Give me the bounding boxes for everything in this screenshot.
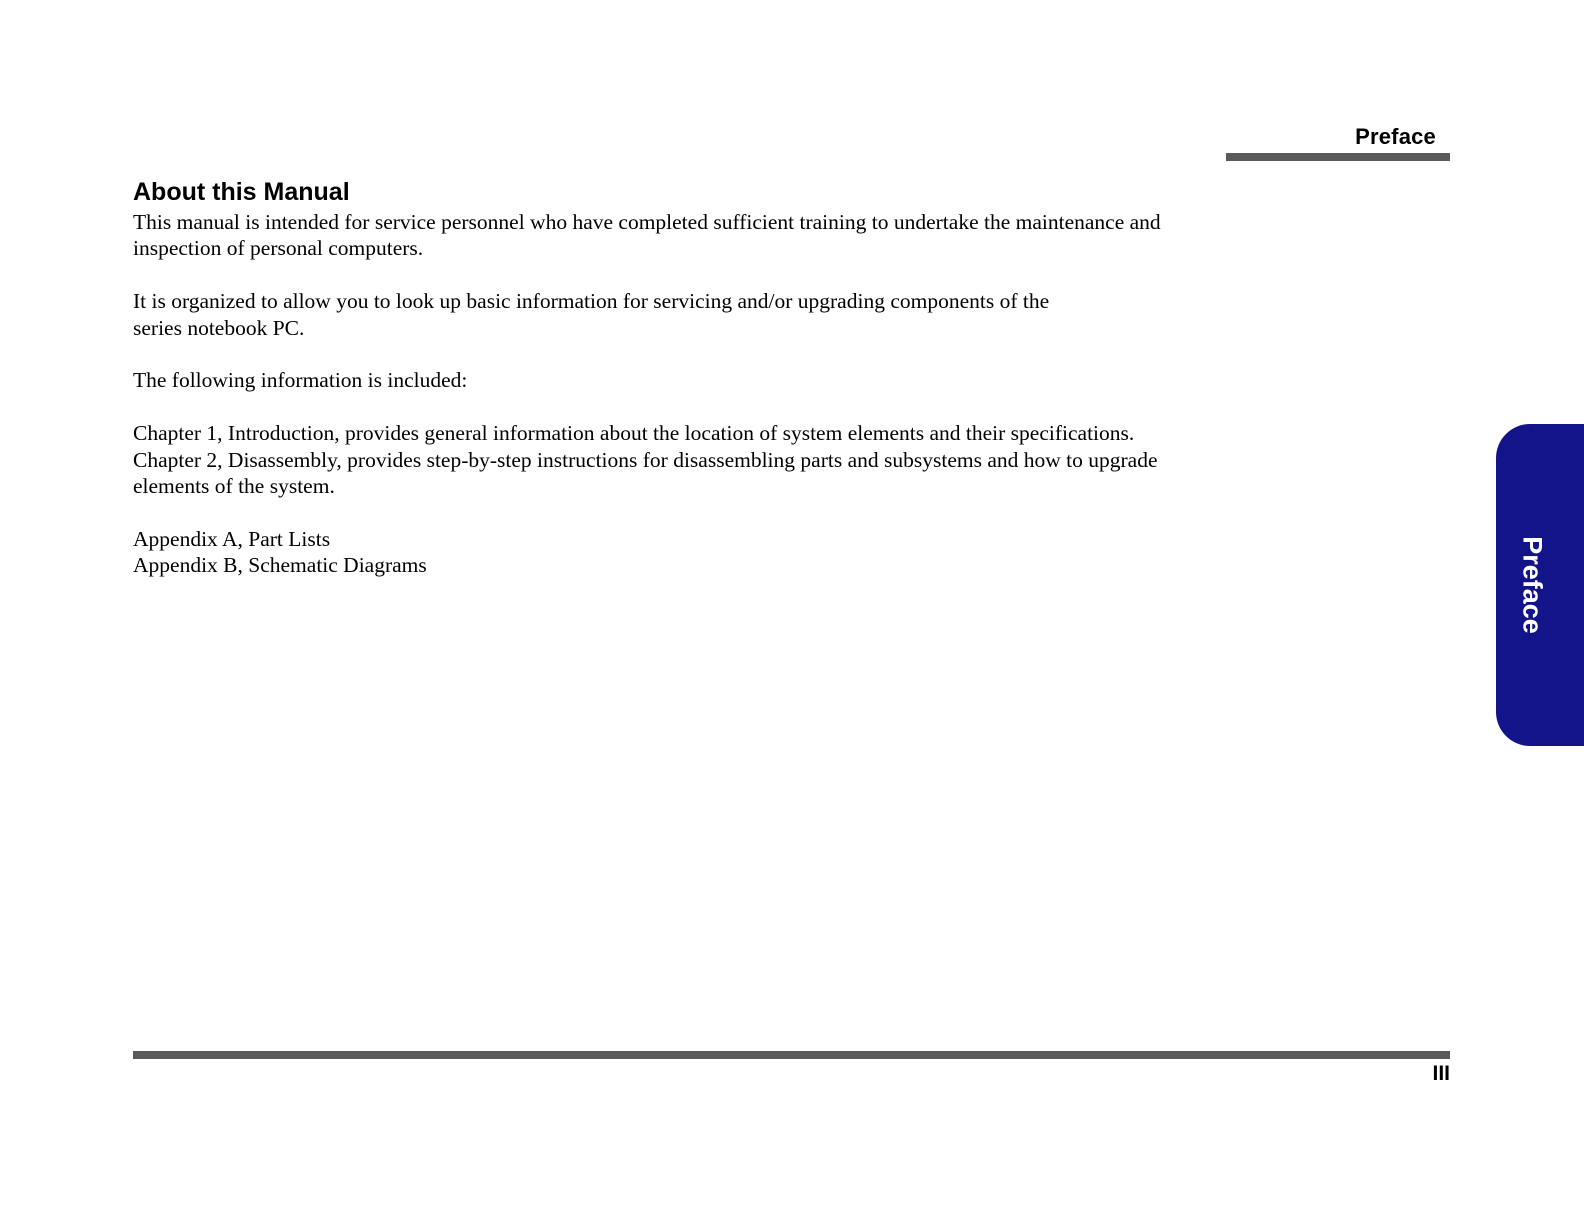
- paragraph-line: The following information is included:: [133, 368, 468, 393]
- page-number: III: [1432, 1062, 1450, 1085]
- section-side-tab-label: Preface: [1517, 536, 1548, 634]
- footer-rule: [133, 1051, 1450, 1059]
- paragraph-included-intro: [133, 367, 1223, 393]
- main-content: [133, 176, 1223, 579]
- page-title: About this Manual: [133, 178, 350, 206]
- paragraph-organization: [133, 288, 1223, 341]
- paragraph-appendices: [133, 526, 1223, 579]
- chapter-2-entry: Chapter 2, Disassembly, provides step-by-step instructions for disassembling parts and subsystems and how to upgrade: [133, 447, 1158, 472]
- paragraph-line: This manual is intended for service personnel who have completed sufficient training to undertake the maintenance and: [133, 210, 1161, 234]
- appendix-b-entry: Appendix B, Schematic Diagrams: [133, 553, 427, 578]
- paragraph-line: inspection of personal computers.: [133, 236, 424, 261]
- appendix-a-entry: Appendix A, Part Lists: [133, 526, 331, 551]
- paragraph-line: series notebook PC.: [133, 315, 305, 340]
- header-rule: [1226, 153, 1450, 161]
- chapter-2-entry-continued: elements of the system.: [133, 474, 335, 499]
- running-header-section-label: Preface: [1355, 124, 1436, 149]
- chapter-1-entry: Chapter 1, Introduction, provides general information about the location of system elements and their specifications.: [133, 421, 1135, 446]
- paragraph-chapters: [133, 420, 1223, 499]
- paragraph-line: It is organized to allow you to look up basic information for servicing and/or upgrading components of the: [133, 289, 1050, 314]
- paragraph-intended-audience: [133, 209, 1223, 262]
